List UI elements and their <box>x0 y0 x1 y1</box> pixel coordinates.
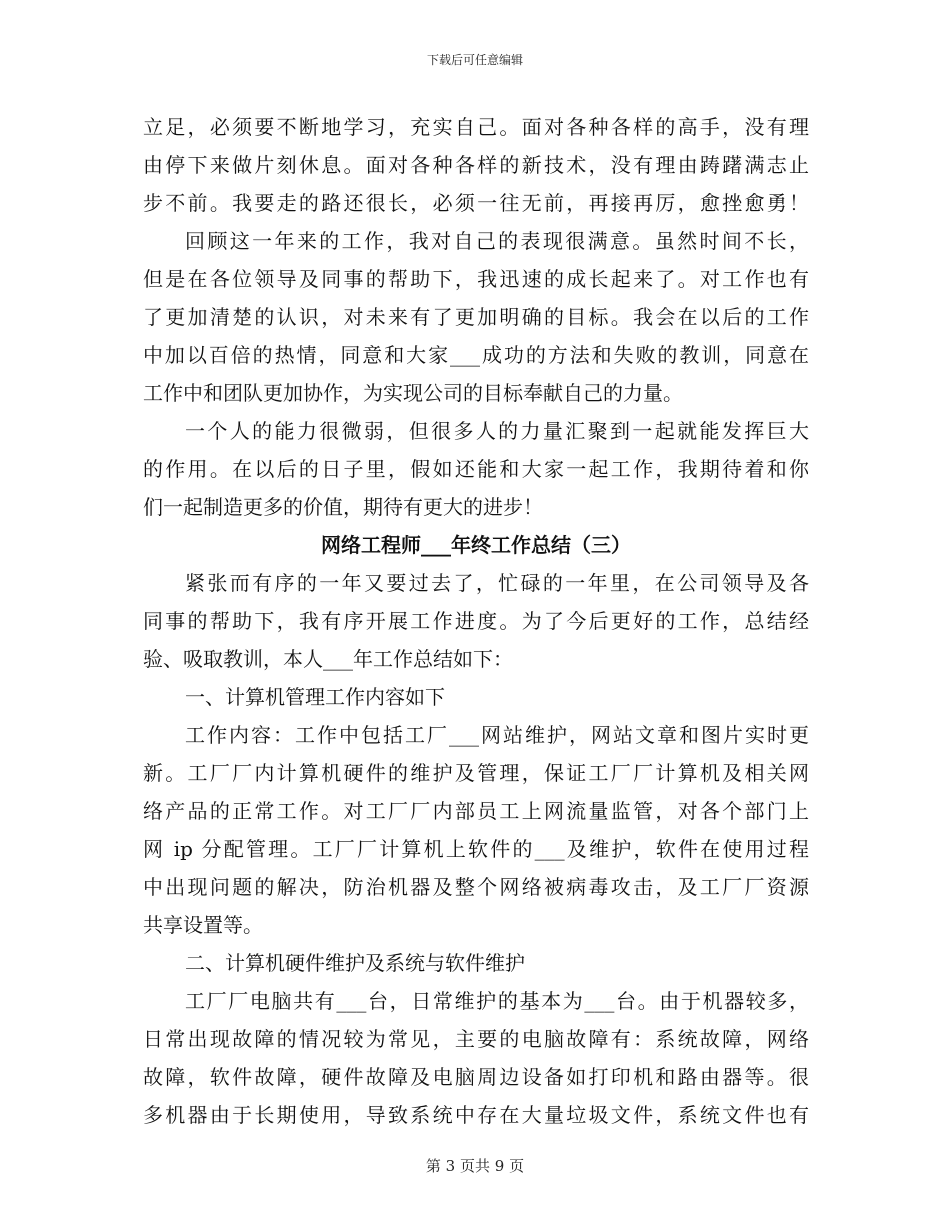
paragraph-line: 络产品的正常工作。对工厂厂内部员工上网流量监管，对各个部门上 <box>143 799 809 823</box>
paragraph-line: 步不前。我要走的路还很长，必须一往无前，再接再厉，愈挫愈勇！ <box>143 191 809 215</box>
paragraph-line: 多机器由于长期使用，导致系统中存在大量垃圾文件，系统文件也有 <box>143 1103 809 1127</box>
paragraph-line: 共享设置等。 <box>143 913 263 937</box>
paragraph-line: 但是在各位领导及同事的帮助下，我迅速的成长起来了。对工作也有 <box>143 267 809 291</box>
section-title: 网络工程师___年终工作总结（三） <box>321 533 631 557</box>
paragraph-line: 由停下来做片刻休息。面对各种各样的新技术，没有理由踌躇满志止 <box>143 153 809 177</box>
paragraph-line: 网 ip 分配管理。工厂厂计算机上软件的___及维护，软件在使用过程 <box>143 837 809 861</box>
paragraph-line: 工作内容：工作中包括工厂___网站维护，网站文章和图片实时更 <box>185 723 809 747</box>
paragraph-line: 同事的帮助下，我有序开展工作进度。为了今后更好的工作，总结经 <box>143 609 809 633</box>
paragraph-line: 的作用。在以后的日子里，假如还能和大家一起工作，我期待着和你 <box>143 457 809 481</box>
paragraph-line: 二、计算机硬件维护及系统与软件维护 <box>185 951 525 975</box>
paragraph-line: 中加以百倍的热情，同意和大家___成功的方法和失败的教训，同意在 <box>143 343 809 367</box>
paragraph-line: 验、吸取教训，本人___年工作总结如下： <box>143 647 513 671</box>
paragraph-line: 中出现问题的解决，防治机器及整个网络被病毒攻击，及工厂厂资源 <box>143 875 809 899</box>
paragraph-line: 新。工厂厂内计算机硬件的维护及管理，保证工厂厂计算机及相关网 <box>143 761 809 785</box>
paragraph-line: 日常出现故障的情况较为常见，主要的电脑故障有：系统故障，网络 <box>143 1027 809 1051</box>
paragraph-line: 一、计算机管理工作内容如下 <box>185 685 445 709</box>
paragraph-line: 工厂厂电脑共有___台，日常维护的基本为___台。由于机器较多， <box>185 989 809 1013</box>
paragraph-line: 回顾这一年来的工作，我对自己的表现很满意。虽然时间不长， <box>185 229 809 253</box>
paragraph-line: 故障，软件故障，硬件故障及电脑周边设备如打印机和路由器等。很 <box>143 1065 809 1089</box>
paragraph-line: 们一起制造更多的价值，期待有更大的进步！ <box>143 495 543 519</box>
paragraph-line: 工作中和团队更加协作，为实现公司的目标奉献自己的力量。 <box>143 381 683 405</box>
page-header: 下载后可任意编辑 <box>426 53 523 67</box>
paragraph-line: 一个人的能力很微弱，但很多人的力量汇聚到一起就能发挥巨大 <box>185 419 809 443</box>
page-footer: 第 3 页共 9 页 <box>425 1157 525 1175</box>
paragraph-line: 紧张而有序的一年又要过去了，忙碌的一年里，在公司领导及各 <box>185 571 809 595</box>
document-body <box>143 108 809 1134</box>
paragraph-line: 了更加清楚的认识，对未来有了更加明确的目标。我会在以后的工作 <box>143 305 809 329</box>
paragraph-line: 立足，必须要不断地学习，充实自己。面对各种各样的高手，没有理 <box>143 115 809 139</box>
